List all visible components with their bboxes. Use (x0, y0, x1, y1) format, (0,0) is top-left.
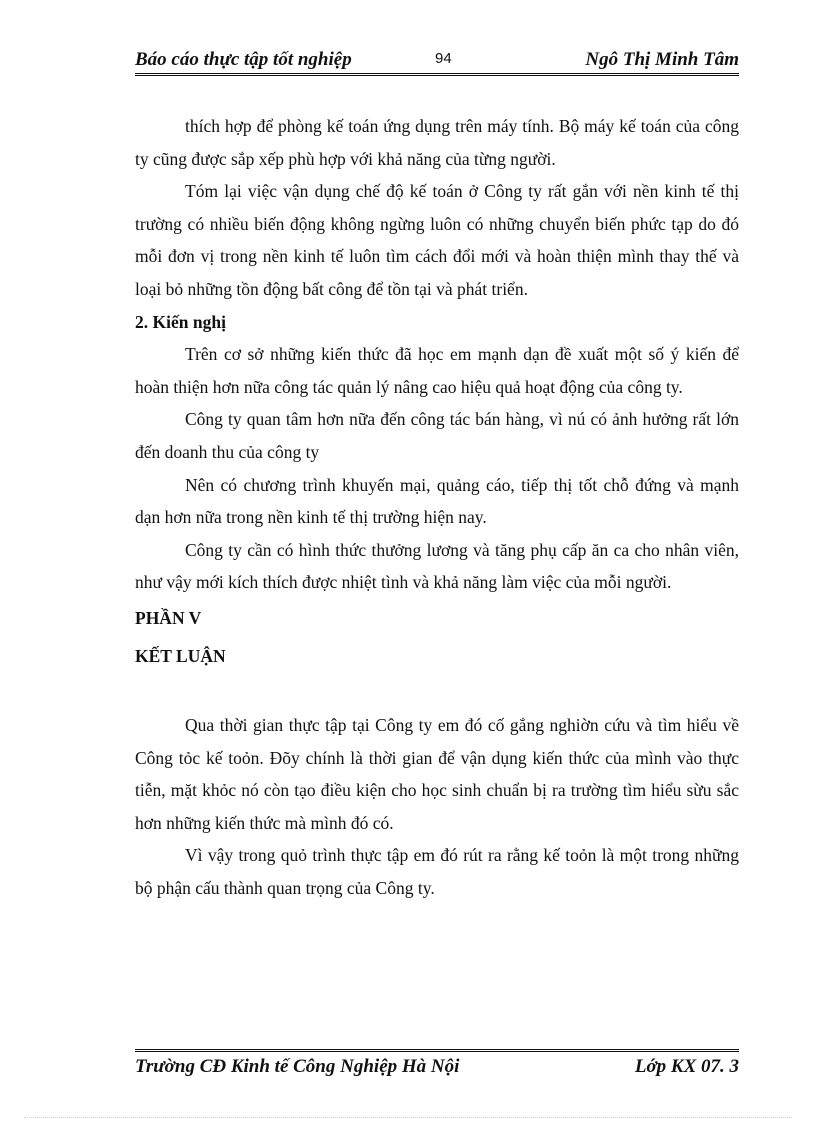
section-heading-recommendations: 2. Kiến nghị (135, 311, 226, 332)
page-edge-line (24, 1117, 792, 1118)
part-subtitle: KẾT LUẬN (135, 645, 226, 666)
part-title: PHẦN V (135, 607, 202, 628)
paragraph-sales-attention: Công ty quan tâm hơn nữa đến công tác bán hàng, vì nú có ảnh hưởng rất lớn đến doanh thu của công ty (135, 409, 739, 462)
header-report-title: Báo cáo thực tập tốt nghiệp (135, 49, 352, 70)
paragraph-promotion: Nên có chương trình khuyến mại, quảng cáo, tiếp thị tốt chỗ đứng và mạnh dạn hơn nữa trong nền kinh tế thị trường hiện nay. (135, 474, 739, 528)
paragraph-accounting-computer: thích hợp để phòng kế toán ứng dụng trên máy tính. Bộ máy kế toán của công ty cũng được sắp xếp phù hợp với khả năng của từng người. (135, 116, 739, 169)
document-body (135, 110, 739, 904)
footer-school-name: Trường CĐ Kinh tế Công Nghiệp Hà Nội (135, 1056, 460, 1077)
paragraph-proposal-intro: Trên cơ sở những kiến thức đã học em mạnh dạn đề xuất một số ý kiến để hoàn thiện hơn nữa công tác quản lý nâng cao hiệu quả hoạt động của công ty. (135, 344, 739, 397)
spacer (135, 675, 739, 709)
footer-rule (135, 1049, 739, 1052)
paragraph-bonus-allowance: Công ty cần có hình thức thưởng lương và tăng phụ cấp ăn ca cho nhân viên, như vậy mới kích thích được nhiệt tình và khả năng làm việc của mỗi người. (135, 539, 739, 593)
page-footer (135, 1055, 739, 1081)
footer-class-name: Lớp KX 07. 3 (634, 1056, 739, 1077)
header-rule (135, 73, 739, 76)
paragraph-internship-reflection: Qua thời gian thực tập tại Công ty em đó cố gắng nghiờn cứu và tìm hiểu về Công tỏc kế toỏn. Đõy chính là thời gian để vận dụng kiến thức của mình vào thực tiễn, mặt khỏc nó còn tạo điều kiện cho học sinh chuẩn bị ra trường tìm hiểu sừu sắc hơn những kiến thức mà mình đó có. (135, 714, 739, 833)
paragraph-conclusion: Vì vậy trong quỏ trình thực tập em đó rút ra rằng kế toỏn là một trong những bộ phận cấu thành quan trọng của Công ty. (135, 845, 739, 898)
paragraph-summary: Tóm lại việc vận dụng chế độ kế toán ở Công ty rất gắn với nền kinh tế thị trường có nhiều biến động không ngừng luôn có những chuyển biến phức tạp do đó mỗi đơn vị trong nền kinh tế luôn tìm cách đổi mới và hoàn thiện mình thay thế và loại bỏ những tồn động bất công để tồn tại và phát triển. (135, 181, 739, 299)
header-author-name: Ngô Thị Minh Tâm (585, 49, 739, 70)
page-header (135, 48, 739, 72)
page-number: 94 (435, 50, 452, 67)
